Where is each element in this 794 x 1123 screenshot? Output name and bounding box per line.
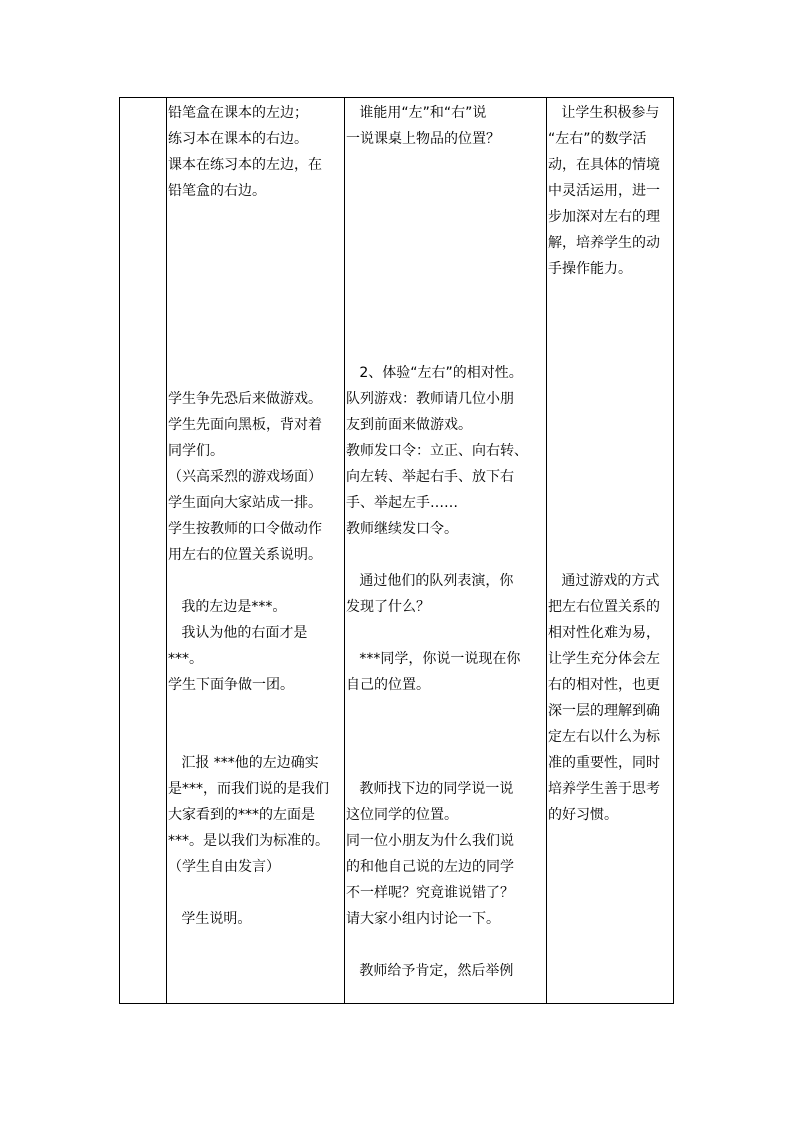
intent-line: 手操作能力。 [548, 261, 632, 277]
teacher-line [346, 542, 546, 568]
student-line: 大家看到的***的左面是 [168, 807, 315, 823]
student-line [168, 724, 346, 750]
student-line [168, 204, 346, 230]
teacher-line [346, 152, 546, 178]
student-line: （学生自由发言） [168, 859, 280, 875]
intent-line [548, 516, 674, 542]
intent-line: 通过游戏的方式 [548, 573, 660, 589]
intent-line: 让学生积极参与 [548, 105, 660, 121]
teacher-line [346, 256, 546, 282]
student-line [168, 308, 346, 334]
student-line [168, 698, 346, 724]
intent-line [548, 464, 674, 490]
student-line: 铅笔盒的右边。 [168, 183, 266, 199]
intent-line: 右的相对性，也更 [548, 677, 660, 693]
student-line: ***。是以我们为标准的。 [168, 833, 329, 849]
teacher-line: 请大家小组内讨论一下。 [346, 911, 500, 927]
student-line: 学生争先恐后来做游戏。 [168, 391, 322, 407]
teacher-line [346, 724, 546, 750]
teacher-line [346, 932, 546, 958]
intent-line [548, 282, 674, 308]
student-line: 学生按教师的口令做动作 [168, 521, 322, 537]
column-divider [546, 98, 547, 1003]
intent-line: 解，培养学生的动 [548, 235, 660, 251]
student-line: 学生面向大家站成一排。 [168, 495, 322, 511]
column-divider [166, 98, 167, 1003]
student-line [168, 568, 346, 594]
intent-line: 相对性化难为易， [548, 625, 660, 641]
student-line [168, 256, 346, 282]
teacher-line: 教师给予肯定，然后举例 [346, 963, 514, 979]
teacher-line: 不一样呢？究竟谁说错了？ [346, 885, 514, 901]
intent-line [548, 490, 674, 516]
intent-line [548, 412, 674, 438]
teacher-line: 教师继续发口令。 [346, 521, 458, 537]
intent-line: 的好习惯。 [548, 807, 618, 823]
student-line: 学生先面向黑板，背对着 [168, 417, 322, 433]
teacher-line [346, 698, 546, 724]
lesson-plan-table [119, 97, 674, 1004]
student-line: 学生下面争做一团。 [168, 677, 294, 693]
student-line: 学生说明。 [168, 911, 252, 927]
teacher-line [346, 178, 546, 204]
student-line: 铅笔盒在课本的左边； [168, 105, 308, 121]
teacher-line [346, 308, 546, 334]
teacher-line: 同一位小朋友为什么我们说 [346, 833, 514, 849]
teacher-line: 一说课桌上物品的位置？ [346, 131, 500, 147]
intent-line: 深一层的理解到确 [548, 703, 660, 719]
intent-line [548, 334, 674, 360]
intent-line [548, 438, 674, 464]
teacher-line [346, 750, 546, 776]
intent-line: 动，在具体的情境 [548, 157, 660, 173]
intent-line: 把左右位置关系的 [548, 599, 660, 615]
student-line [168, 360, 346, 386]
teacher-line: 向左转、举起右手、放下右 [346, 469, 514, 485]
intent-line: 培养学生善于思考 [548, 781, 660, 797]
teacher-line: 2、体验“左右”的相对性。 [346, 365, 523, 381]
teacher-line: 教师找下边的同学说一说 [346, 781, 514, 797]
teacher-line: 教师发口令：立正、向右转、 [346, 443, 528, 459]
student-line: 是***，而我们说的是我们 [168, 781, 329, 797]
student-activity-column [168, 100, 346, 932]
student-line [168, 282, 346, 308]
intent-line: 中灵活运用，进一 [548, 183, 660, 199]
teacher-line [346, 230, 546, 256]
teacher-line: ***同学，你说一说现在你 [346, 651, 521, 667]
student-line [168, 334, 346, 360]
student-line: （兴高采烈的游戏场面） [168, 469, 322, 485]
teacher-line: 通过他们的队列表演，你 [346, 573, 514, 589]
student-line: 我认为他的右面才是 [168, 625, 308, 641]
student-line [168, 230, 346, 256]
teacher-activity-column [346, 100, 546, 984]
intent-line: “左右”的数学活 [548, 131, 647, 147]
teacher-line: 的和他自己说的左边的同学 [346, 859, 514, 875]
teacher-line: 手、举起左手…… [346, 495, 458, 511]
student-line: 用左右的位置关系说明。 [168, 547, 322, 563]
teacher-line: 友到前面来做游戏。 [346, 417, 472, 433]
intent-line: 步加深对左右的理 [548, 209, 660, 225]
student-line: 我的左边是***。 [168, 599, 287, 615]
teacher-line [346, 282, 546, 308]
student-line: 汇报 ***他的左边确实 [168, 755, 319, 771]
teacher-line: 自己的位置。 [346, 677, 430, 693]
intent-line: 准的重要性，同时 [548, 755, 660, 771]
intent-line: 让学生充分体会左 [548, 651, 660, 667]
teacher-line: 发现了什么？ [346, 599, 430, 615]
intent-line [548, 542, 674, 568]
student-line: 课本在练习本的左边，在 [168, 157, 322, 173]
student-line: 同学们。 [168, 443, 224, 459]
intent-line: 定左右以什么为标 [548, 729, 660, 745]
teacher-line [346, 334, 546, 360]
student-line [168, 880, 346, 906]
design-intent-column [548, 100, 674, 828]
intent-line [548, 360, 674, 386]
intent-line [548, 308, 674, 334]
teacher-line [346, 620, 546, 646]
teacher-line: 队列游戏：教师请几位小朋 [346, 391, 514, 407]
teacher-line [346, 204, 546, 230]
student-line: ***。 [168, 651, 203, 667]
teacher-line: 谁能用“左”和“右”说 [346, 105, 487, 121]
teacher-line: 这位同学的位置。 [346, 807, 458, 823]
student-line: 练习本在课本的右边。 [168, 131, 308, 147]
intent-line [548, 386, 674, 412]
